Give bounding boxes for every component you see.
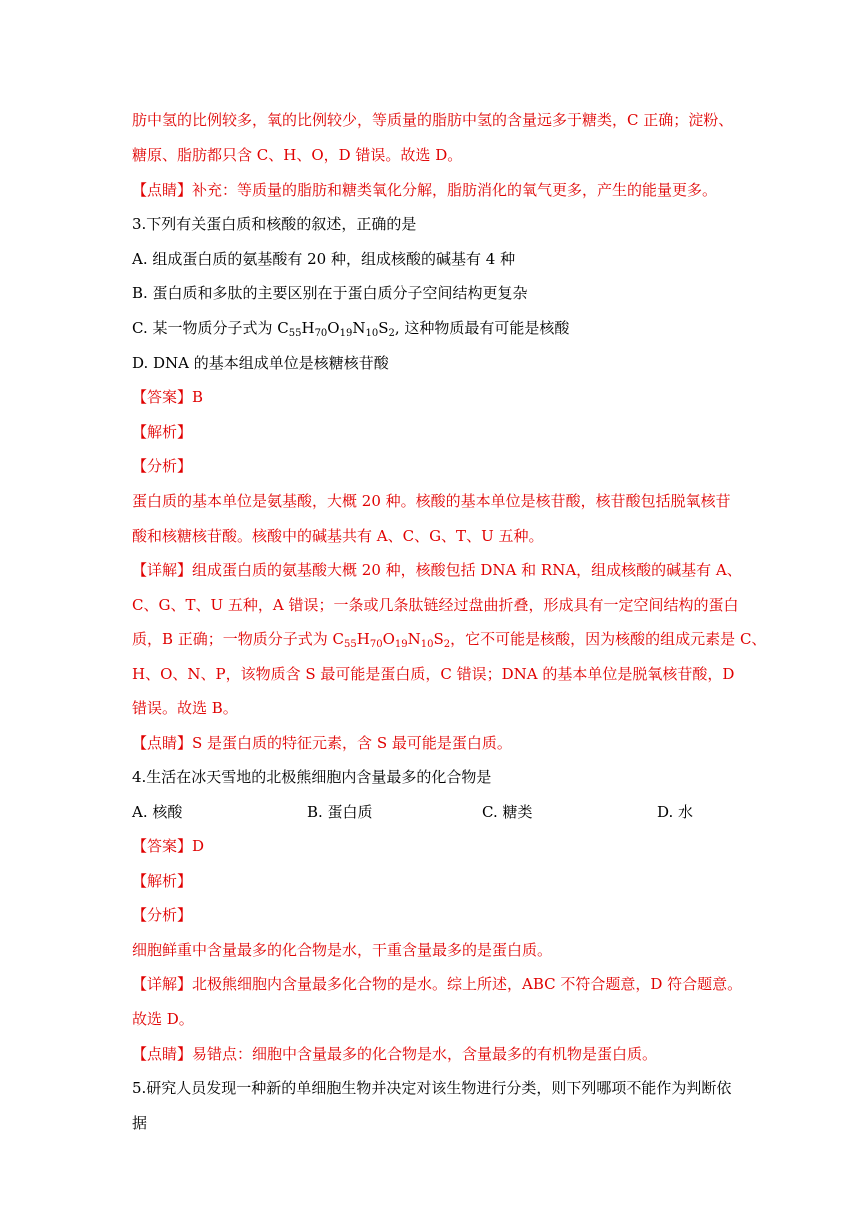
question-3-answer: 【答案】B bbox=[132, 388, 204, 406]
question-3-option-b: B. 蛋白质和多肽的主要区别在于蛋白质分子空间结构更复杂 bbox=[132, 284, 528, 302]
question-4-analysis-heading: 【解析】 bbox=[132, 872, 193, 890]
question-3-stem: 3.下列有关蛋白质和核酸的叙述，正确的是 bbox=[132, 215, 417, 233]
question-4-detail-line-1: 【详解】北极熊细胞内含量最多化合物的是水。综上所述，ABC 不符合题意，D 符合题意。 bbox=[132, 975, 743, 993]
continued-text-line-2: 糖原、脂肪都只含 C、H、O，D 错误。故选 D。 bbox=[132, 146, 463, 164]
question-3-tip: 【点睛】S 是蛋白质的特征元素，含 S 最可能是蛋白质。 bbox=[132, 734, 512, 752]
question-3-option-c: C. 某一物质分子式为 $C_{55}H_{70}O_{19}N_{10}S_2$, 这种物质最有可能是核酸 bbox=[132, 319, 570, 339]
question-3-fenxi-line-2: 酸和核糖核苷酸。核酸中的碱基共有 A、C、G、T、U 五种。 bbox=[132, 527, 544, 545]
question-4-stem: 4.生活在冰天雪地的北极熊细胞内含量最多的化合物是 bbox=[132, 768, 492, 786]
question-4-detail-line-2: 故选 D。 bbox=[132, 1010, 194, 1028]
question-3-fenxi-line-1: 蛋白质的基本单位是氨基酸，大概 20 种。核酸的基本单位是核苷酸，核苷酸包括脱氧核苷 bbox=[132, 492, 731, 510]
question-3-fenxi-heading: 【分析】 bbox=[132, 457, 193, 475]
tip-paragraph: 【点睛】补充：等质量的脂肪和糖类氧化分解，脂肪消化的氧气更多，产生的能量更多。 bbox=[132, 181, 718, 199]
question-5-stem-line-2: 据 bbox=[132, 1114, 148, 1132]
question-4-option-a: A. 核酸 bbox=[132, 803, 183, 821]
continued-text-line-1: 肪中氢的比例较多，氧的比例较少，等质量的脂肪中氢的含量远多于糖类，C 正确；淀粉、 bbox=[132, 111, 734, 129]
question-4-option-d: D. 水 bbox=[657, 803, 694, 821]
question-3-detail-line-1: 【详解】组成蛋白质的氨基酸大概 20 种，核酸包括 DNA 和 RNA，组成核酸的碱基有 A、 bbox=[132, 561, 742, 579]
question-4-tip: 【点睛】易错点：细胞中含量最多的化合物是水，含量最多的有机物是蛋白质。 bbox=[132, 1045, 658, 1063]
question-3-detail-line-3: 质，B 正确；一物质分子式为 $C_{55}H_{70}O_{19}N_{10}S_2$，它不可能是核酸，因为核酸的组成元素是 C、 bbox=[132, 630, 767, 650]
question-4-option-b: B. 蛋白质 bbox=[307, 803, 373, 821]
question-4-fenxi-line-1: 细胞鲜重中含量最多的化合物是水，干重含量最多的是蛋白质。 bbox=[132, 941, 553, 959]
question-4-answer: 【答案】D bbox=[132, 837, 205, 855]
question-4-fenxi-heading: 【分析】 bbox=[132, 906, 193, 924]
question-4-option-c: C. 糖类 bbox=[482, 803, 533, 821]
question-3-detail-line-2: C、G、T、U 五种，A 错误；一条或几条肽链经过盘曲折叠，形成具有一定空间结构的蛋白 bbox=[132, 596, 739, 614]
question-3-option-d: D. DNA 的基本组成单位是核糖核苷酸 bbox=[132, 354, 389, 372]
question-3-analysis-heading: 【解析】 bbox=[132, 423, 193, 441]
question-3-detail-line-5: 错误。故选 B。 bbox=[132, 699, 238, 717]
question-3-option-a: A. 组成蛋白质的氨基酸有 20 种，组成核酸的碱基有 4 种 bbox=[132, 250, 516, 268]
question-5-stem-line-1: 5.研究人员发现一种新的单细胞生物并决定对该生物进行分类，则下列哪项不能作为判断依 bbox=[132, 1079, 732, 1097]
question-3-detail-line-4: H、O、N、P，该物质含 S 最可能是蛋白质，C 错误；DNA 的基本单位是脱氧核苷酸，D bbox=[132, 665, 735, 683]
